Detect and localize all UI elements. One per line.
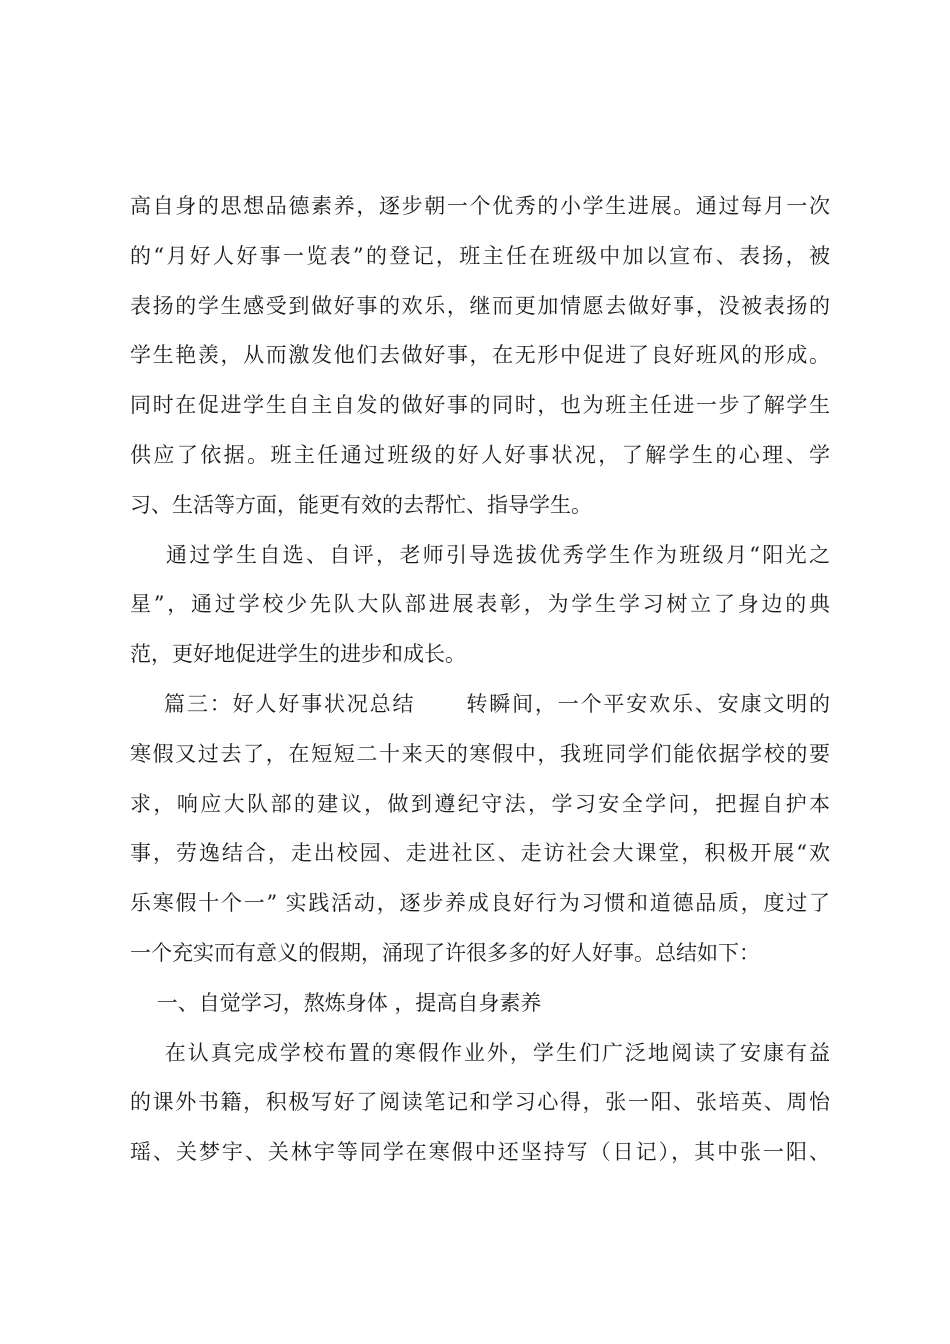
text-line: 学生艳羡，从而激发他们去做好事，在无形中促进了良好班风的形成。 — [130, 343, 830, 368]
text-line: 习、生活等方面，能更有效的去帮忙、指导学生。 — [130, 492, 592, 517]
text-line: 的课外书籍，积极写好了阅读笔记和学习心得，张一阳、张培英、周怡 — [130, 1090, 830, 1115]
text-line: 同时在促进学生自主自发的做好事的同时，也为班主任进一步了解学生 — [130, 393, 830, 418]
text-line: 范，更好地促进学生的进步和成长。 — [130, 642, 466, 667]
text-line: 篇三：好人好事状况总结 转瞬间，一个平安欢乐、安康文明的 — [130, 691, 830, 716]
text-line: 瑶、关梦宇、关林宇等同学在寒假中还坚持写（日记），其中张一阳、 — [130, 1140, 830, 1165]
text-line: 的“月好人好事一览表”的登记，班主任在班级中加以宣布、表扬，被 — [130, 243, 830, 268]
text-line: 供应了依据。班主任通过班级的好人好事状况，了解学生的心理、学 — [130, 442, 830, 467]
document-body-text — [130, 182, 830, 1178]
text-line: 高自身的思想品德素养，逐步朝一个优秀的小学生进展。通过每月一次 — [130, 194, 830, 218]
text-line: 表扬的学生感受到做好事的欢乐，继而更加情愿去做好事，没被表扬的 — [130, 293, 830, 318]
text-line: 一个充实而有意义的假期，涌现了许很多多的好人好事。总结如下： — [130, 940, 760, 965]
text-line: 寒假又过去了，在短短二十来天的寒假中，我班同学们能依据学校的要 — [130, 741, 830, 766]
text-line: 星”，通过学校少先队大队部进展表彰，为学生学习树立了身边的典 — [130, 592, 830, 617]
text-line: 一、自觉学习，熬炼身体 ，提高自身素养 — [130, 990, 542, 1015]
text-line: 乐寒假十个一” 实践活动，逐步养成良好行为习惯和道德品质，度过了 — [130, 891, 830, 916]
text-line: 求，响应大队部的建议，做到遵纪守法，学习安全学问，把握自护本 — [130, 791, 830, 816]
text-line: 在认真完成学校布置的寒假作业外，学生们广泛地阅读了安康有益 — [130, 1040, 830, 1065]
text-line: 事，劳逸结合，走出校园、走进社区、走访社会大课堂，积极开展“欢 — [130, 841, 830, 866]
text-line: 通过学生自选、自评，老师引导选拔优秀学生作为班级月“阳光之 — [130, 542, 830, 567]
